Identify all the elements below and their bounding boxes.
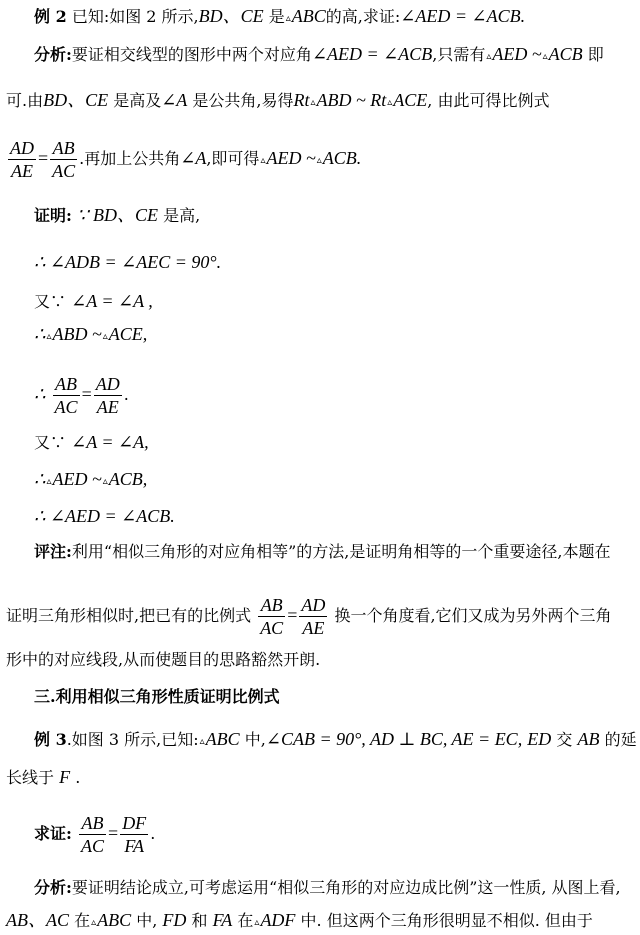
analysis-line3b: ,即可得 <box>206 149 260 168</box>
proof-line-7 <box>34 467 147 494</box>
analysis3-tail: 中. 但这两个三角形很明显不相似. 但由于 <box>300 911 593 930</box>
math-proof-s7: ∴ ∠AED = ∠ACB. <box>34 506 175 526</box>
proof-line-5: ∴ $\frac{AB}{AC}$ = $\frac{AD}{AE}$ . <box>34 374 129 417</box>
math-because-bd-ce: ∵ BD、CE <box>77 205 158 225</box>
analysis-line-3 <box>6 137 361 182</box>
math-acb: ACB. <box>322 148 362 168</box>
analysis-line-1 <box>34 42 604 69</box>
proof-line-6 <box>34 430 149 455</box>
math-abc: ABC <box>291 6 326 26</box>
text-height-prove: 的高,求证: <box>325 7 401 26</box>
triangle-icon: ▵ <box>199 736 205 747</box>
math-ab-ac: AB、AC <box>6 910 69 930</box>
equals-sign: = <box>81 384 92 404</box>
math-proof-s1: ∴ ∠ADB = ∠AEC = 90°. <box>34 252 222 272</box>
comment-line-3 <box>6 648 320 672</box>
fraction-df-fa <box>120 812 148 857</box>
proof-line-3 <box>34 289 153 314</box>
fraction-ad-ae <box>94 373 122 418</box>
prove-label: 求证: <box>34 824 72 843</box>
proof-line-8 <box>34 504 175 529</box>
analysis-line3a: .再加上公共角 <box>79 149 181 168</box>
example2-line <box>34 4 525 31</box>
fraction-denominator: AC <box>54 397 78 417</box>
analysis-line2c: 是公共角,易得 <box>192 91 294 110</box>
fraction-denominator: AC <box>81 836 105 856</box>
math-abc: ABC <box>205 729 240 749</box>
math-proof-s2: ∠A = ∠A , <box>71 291 153 311</box>
triangle-icon: ▵ <box>102 331 108 342</box>
text-in: 中, <box>244 730 266 749</box>
proof-line-4 <box>34 322 147 349</box>
fraction-denominator: AE <box>302 618 325 638</box>
analysis-text1: 要证相交线型的图形中两个对应角 <box>71 45 312 64</box>
math-conditions: ∠CAB = 90°, AD ⊥ BC, AE = EC, <box>265 729 523 749</box>
equals-sign: = <box>287 605 298 625</box>
example3-prove-line: 求证: $\frac{AB}{AC}$ = $\frac{DF}{FA}$ . <box>34 813 156 856</box>
analysis-line2d: , 由此可得比例式 <box>427 91 550 110</box>
math-bd-ce: BD、CE <box>198 6 264 26</box>
example3-label: 例 3 <box>34 730 67 749</box>
therefore-sign: ∴ <box>34 469 46 489</box>
fraction-denominator: AC <box>260 618 284 638</box>
proof-also-because: 又∵ <box>34 433 67 452</box>
math-adf: ADF <box>260 910 296 930</box>
math-bd-ce: BD、CE <box>43 90 109 110</box>
math-abc: ABC <box>97 910 132 930</box>
text-extension: 的延 <box>604 730 637 749</box>
math-ace: ACE, <box>108 324 148 344</box>
fraction-denominator: AE <box>96 397 119 417</box>
analysis-line-2 <box>6 88 549 115</box>
fraction-numerator: AD <box>95 374 120 394</box>
text-middle: 中, <box>136 911 158 930</box>
proof-line-1 <box>34 203 200 228</box>
math-fa: FA <box>212 910 233 930</box>
analysis3-label: 分析: <box>34 878 72 897</box>
example2-intro: 已知:如图 2 所示, <box>71 7 199 26</box>
triangle-icon: ▵ <box>260 155 266 166</box>
comment-text1: 利用“相似三角形的对应角相等”的方法,是证明角相等的一个重要途径,本题在 <box>71 542 611 561</box>
fraction-ad-ae <box>8 137 36 182</box>
math-f: F <box>59 767 71 787</box>
fraction-numerator: AD <box>10 138 34 158</box>
comment-label: 评注: <box>34 542 72 561</box>
comment-line-2 <box>6 594 612 639</box>
analysis-label: 分析: <box>34 45 72 64</box>
analysis-text3: 即 <box>587 45 604 64</box>
fraction-numerator: AD <box>301 595 326 615</box>
math-aed-sim: AED ~ <box>492 44 542 64</box>
triangle-icon: ▵ <box>387 97 393 108</box>
analysis-text2: ,只需有 <box>432 45 486 64</box>
triangle-icon: ▵ <box>46 331 52 342</box>
math-ab: AB <box>577 729 600 749</box>
math-fd: FD <box>162 910 187 930</box>
proof-also-because: 又∵ <box>34 292 67 311</box>
math-acb: ACB <box>548 44 583 64</box>
triangle-icon: ▵ <box>46 476 52 487</box>
analysis3-text1: 要证明结论成立,可考虑运用“相似三角形的对应边成比例”这一性质, 从图上看, <box>71 878 621 897</box>
triangle-icon: ▵ <box>91 917 97 928</box>
fraction-denominator: AE <box>11 161 33 181</box>
fraction-denominator: AC <box>52 161 76 181</box>
proof-is-height: 是高, <box>163 206 201 225</box>
triangle-icon: ▵ <box>254 917 260 928</box>
example3-intro: .如图 3 所示,已知: <box>66 730 199 749</box>
example3-line-1 <box>34 727 637 754</box>
example3-line2: 长线于 <box>6 768 55 787</box>
triangle-icon: ▵ <box>486 51 492 62</box>
math-angle-a: ∠A <box>161 90 188 110</box>
analysis-line2a: 可.由 <box>6 91 44 110</box>
math-ace: ACE <box>393 90 428 110</box>
fraction-numerator: AB <box>258 594 285 617</box>
analysis3-line-2 <box>6 908 593 935</box>
comment-text2a: 证明三角形相似时,把已有的比例式 <box>6 606 252 625</box>
triangle-icon: ▵ <box>542 51 548 62</box>
math-proof-s5: ∠A = ∠A, <box>71 432 149 452</box>
analysis-line2b: 是高及 <box>113 91 162 110</box>
text-is: 是 <box>268 7 285 26</box>
equals-sign: = <box>108 823 119 843</box>
triangle-icon: ▵ <box>316 155 322 166</box>
text-intersect: 交 <box>556 730 573 749</box>
fraction-ab-ac <box>50 137 77 182</box>
fraction-ab-ac <box>53 373 80 418</box>
analysis3-line-1 <box>34 876 621 900</box>
triangle-icon: ▵ <box>310 97 316 108</box>
example3-line-2 <box>6 765 80 790</box>
fraction-ad-ae <box>299 594 327 639</box>
text-period: . <box>75 768 81 787</box>
proof-line-2 <box>34 250 221 275</box>
text-in: 在 <box>237 911 254 930</box>
comment-line-1 <box>34 540 610 564</box>
section-title: 三.利用相似三角形性质证明比例式 <box>34 687 280 706</box>
therefore-sign: ∴ <box>34 384 46 404</box>
comment-text3: 形中的对应线段,从而使题目的思路豁然开朗. <box>6 650 321 669</box>
math-abd-sim: ABD ~ <box>52 324 102 344</box>
math-abd-sim-rt: ABD ~ Rt <box>316 90 387 110</box>
math-ed: ED <box>527 729 552 749</box>
fraction-denominator: FA <box>124 836 145 856</box>
math-acb: ACB, <box>108 469 148 489</box>
fraction-ab-ac <box>79 812 106 857</box>
fraction-numerator: DF <box>122 813 147 833</box>
math-angle-aed: ∠AED = ∠ACB <box>311 44 433 64</box>
fraction-numerator: AB <box>53 373 80 396</box>
math-aed-sim: AED ~ <box>52 469 102 489</box>
triangle-icon: ▵ <box>285 13 291 24</box>
triangle-icon: ▵ <box>102 476 108 487</box>
math-rt: Rt <box>293 90 310 110</box>
fraction-ab-ac <box>258 594 285 639</box>
text-and: 和 <box>191 911 208 930</box>
proof-label: 证明: <box>34 206 72 225</box>
math-aed-sim: AED ~ <box>266 148 316 168</box>
text-in: 在 <box>74 911 91 930</box>
math-goal: ∠AED = ∠ACB. <box>400 6 526 26</box>
comment-text2b: 换一个角度看,它们又成为另外两个三角 <box>334 606 612 625</box>
example2-label: 例 2 <box>34 7 67 26</box>
fraction-numerator: AB <box>50 137 77 160</box>
therefore-sign: ∴ <box>34 324 46 344</box>
math-angle-a: ∠A <box>180 148 207 168</box>
equals-sign: = <box>38 148 49 168</box>
fraction-numerator: AB <box>79 812 106 835</box>
